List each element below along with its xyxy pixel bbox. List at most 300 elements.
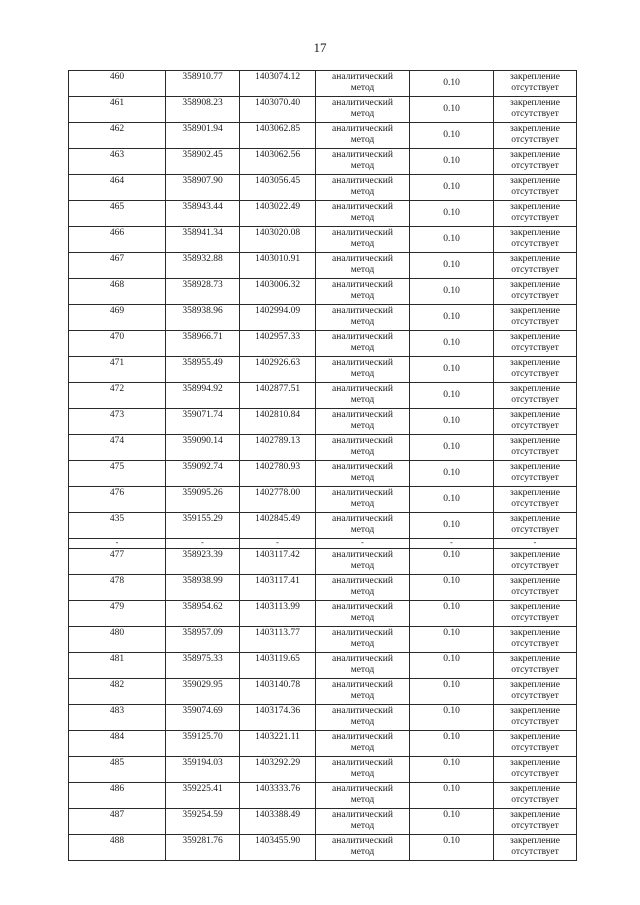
method-cell [316,461,410,487]
fixing-cell-line-1: закрепление [510,628,560,638]
fixing-cell-line-1: закрепление [510,358,560,368]
point-number-cell: 435 [69,513,166,539]
x-coordinate-cell: 358994.92 [166,383,240,409]
fixing-cell [494,575,577,601]
method-cell-line-1: аналитический [332,384,393,394]
y-coordinate-cell: 1403022.49 [240,201,316,227]
fixing-cell-line-1: закрепление [510,514,560,524]
point-number-cell: 461 [69,97,166,123]
x-coordinate-cell: 359092.74 [166,461,240,487]
dash-cell: - [494,539,577,549]
fixing-cell [494,783,577,809]
method-cell-line-2: метод [350,291,375,301]
method-cell-line-2: метод [350,525,375,535]
point-number-cell: 469 [69,305,166,331]
fixing-cell [494,679,577,705]
fixing-cell-line-1: закрепление [510,202,560,212]
method-cell-line-1: аналитический [332,602,393,612]
method-cell-line-1: аналитический [332,784,393,794]
x-coordinate-cell: 359071.74 [166,409,240,435]
method-cell-line-1: аналитический [332,550,393,560]
y-coordinate-cell: 1402778.00 [240,487,316,513]
fixing-cell-line-1: закрепление [510,488,560,498]
method-cell-line-1: аналитический [332,488,393,498]
fixing-cell-line-1: закрепление [510,306,560,316]
x-coordinate-cell: 358908.23 [166,97,240,123]
method-cell-line-1: аналитический [332,254,393,264]
fixing-cell [494,357,577,383]
x-coordinate-cell: 358901.94 [166,123,240,149]
point-number-cell: 477 [69,549,166,575]
fixing-cell-line-2: отсутствует [511,613,559,623]
method-cell-line-2: метод [350,395,375,405]
fixing-cell-line-2: отсутствует [511,83,559,93]
method-cell-line-1: аналитический [332,280,393,290]
y-coordinate-cell: 1402994.09 [240,305,316,331]
table-row [69,461,577,487]
accuracy-cell: 0.10 [410,549,494,575]
y-coordinate-cell: 1403113.99 [240,601,316,627]
table-row [69,575,577,601]
table-row [69,71,577,97]
fixing-cell-line-1: закрепление [510,462,560,472]
y-coordinate-cell: 1403056.45 [240,175,316,201]
fixing-cell-line-2: отсутствует [511,639,559,649]
fixing-cell-line-2: отсутствует [511,525,559,535]
table-row [69,731,577,757]
accuracy-cell: 0.10 [410,227,494,253]
table-row [69,175,577,201]
accuracy-cell: 0.10 [410,71,494,97]
fixing-cell-line-2: отсутствует [511,447,559,457]
method-cell-line-1: аналитический [332,332,393,342]
accuracy-cell: 0.10 [410,731,494,757]
table-row [69,679,577,705]
fixing-cell [494,549,577,575]
page-number: 17 [313,40,327,55]
fixing-cell-line-2: отсутствует [511,821,559,831]
method-cell-line-1: аналитический [332,576,393,586]
fixing-cell-line-2: отсутствует [511,691,559,701]
method-cell-line-2: метод [350,639,375,649]
method-cell-line-1: аналитический [332,836,393,846]
method-cell-line-2: метод [350,499,375,509]
fixing-cell-line-2: отсутствует [511,317,559,327]
point-number-cell: 478 [69,575,166,601]
point-number-cell: 485 [69,757,166,783]
fixing-cell-line-1: закрепление [510,576,560,586]
x-coordinate-cell: 359194.03 [166,757,240,783]
accuracy-cell: 0.10 [410,601,494,627]
y-coordinate-cell: 1402780.93 [240,461,316,487]
y-coordinate-cell: 1403010.91 [240,253,316,279]
accuracy-cell: 0.10 [410,409,494,435]
fixing-cell-line-1: закрепление [510,124,560,134]
fixing-cell-line-2: отсутствует [511,395,559,405]
method-cell [316,175,410,201]
x-coordinate-cell: 359029.95 [166,679,240,705]
x-coordinate-cell: 359254.59 [166,809,240,835]
method-cell-line-2: метод [350,473,375,483]
x-coordinate-cell: 359155.29 [166,513,240,539]
fixing-cell-line-1: закрепление [510,280,560,290]
table-row [69,487,577,513]
method-cell [316,705,410,731]
method-cell-line-1: аналитический [332,514,393,524]
method-cell-line-2: метод [350,109,375,119]
x-coordinate-cell: 358932.88 [166,253,240,279]
fixing-cell [494,705,577,731]
x-coordinate-cell: 359225.41 [166,783,240,809]
fixing-cell-line-1: закрепление [510,550,560,560]
fixing-cell-line-1: закрепление [510,706,560,716]
method-cell [316,549,410,575]
fixing-cell-line-1: закрепление [510,680,560,690]
fixing-cell [494,71,577,97]
accuracy-cell: 0.10 [410,809,494,835]
method-cell-line-1: аналитический [332,98,393,108]
x-coordinate-cell: 358923.39 [166,549,240,575]
accuracy-cell: 0.10 [410,679,494,705]
point-number-cell: 482 [69,679,166,705]
fixing-cell [494,279,577,305]
y-coordinate-cell: 1403062.56 [240,149,316,175]
y-coordinate-cell: 1403174.36 [240,705,316,731]
method-cell-line-2: метод [350,743,375,753]
accuracy-cell: 0.10 [410,305,494,331]
fixing-cell-line-1: закрепление [510,836,560,846]
fixing-cell [494,653,577,679]
method-cell [316,357,410,383]
y-coordinate-cell: 1403113.77 [240,627,316,653]
table-row [69,123,577,149]
accuracy-cell: 0.10 [410,835,494,861]
accuracy-cell: 0.10 [410,487,494,513]
table-row [69,201,577,227]
fixing-cell [494,601,577,627]
method-cell [316,71,410,97]
x-coordinate-cell: 358902.45 [166,149,240,175]
method-cell-line-2: метод [350,369,375,379]
point-number-cell: 465 [69,201,166,227]
fixing-cell [494,383,577,409]
method-cell-line-2: метод [350,213,375,223]
fixing-cell [494,149,577,175]
table-row [69,279,577,305]
method-cell-line-1: аналитический [332,680,393,690]
method-cell [316,331,410,357]
coordinates-table [68,70,577,861]
fixing-cell [494,461,577,487]
method-cell-line-2: метод [350,665,375,675]
fixing-cell-line-2: отсутствует [511,473,559,483]
table-row [69,783,577,809]
table-row [69,653,577,679]
fixing-cell-line-2: отсутствует [511,161,559,171]
x-coordinate-cell: 359090.14 [166,435,240,461]
method-cell-line-2: метод [350,769,375,779]
fixing-cell-line-2: отсутствует [511,291,559,301]
fixing-cell-line-1: закрепление [510,654,560,664]
method-cell-line-2: метод [350,265,375,275]
point-number-cell: 470 [69,331,166,357]
y-coordinate-cell: 1403117.41 [240,575,316,601]
accuracy-cell: 0.10 [410,149,494,175]
x-coordinate-cell: 359074.69 [166,705,240,731]
method-cell-line-2: метод [350,587,375,597]
method-cell-line-2: метод [350,717,375,727]
fixing-cell [494,123,577,149]
table-row [69,705,577,731]
point-number-cell: 473 [69,409,166,435]
accuracy-cell: 0.10 [410,331,494,357]
accuracy-cell: 0.10 [410,123,494,149]
method-cell [316,783,410,809]
method-cell [316,627,410,653]
table-row [69,305,577,331]
dash-cell: - [316,539,410,549]
method-cell [316,149,410,175]
method-cell-line-1: аналитический [332,176,393,186]
fixing-cell-line-2: отсутствует [511,135,559,145]
accuracy-cell: 0.10 [410,653,494,679]
method-cell-line-1: аналитический [332,202,393,212]
method-cell [316,435,410,461]
fixing-cell-line-1: закрепление [510,436,560,446]
method-cell-line-1: аналитический [332,410,393,420]
fixing-cell-line-2: отсутствует [511,795,559,805]
fixing-cell-line-1: закрепление [510,732,560,742]
method-cell-line-1: аналитический [332,628,393,638]
x-coordinate-cell: 358955.49 [166,357,240,383]
fixing-cell [494,253,577,279]
fixing-cell [494,487,577,513]
y-coordinate-cell: 1403119.65 [240,653,316,679]
accuracy-cell: 0.10 [410,97,494,123]
method-cell [316,575,410,601]
table-row [69,809,577,835]
accuracy-cell: 0.10 [410,461,494,487]
x-coordinate-cell: 359095.26 [166,487,240,513]
fixing-cell-line-2: отсутствует [511,561,559,571]
fixing-cell-line-1: закрепление [510,254,560,264]
method-cell [316,201,410,227]
point-number-cell: 479 [69,601,166,627]
method-cell [316,653,410,679]
fixing-cell-line-1: закрепление [510,332,560,342]
table-row [69,549,577,575]
point-number-cell: 472 [69,383,166,409]
method-cell-line-2: метод [350,161,375,171]
dash-cell: - [166,539,240,549]
point-number-cell: 484 [69,731,166,757]
fixing-cell [494,435,577,461]
y-coordinate-cell: 1402845.49 [240,513,316,539]
method-cell-line-2: метод [350,317,375,327]
accuracy-cell: 0.10 [410,435,494,461]
table-row [69,357,577,383]
fixing-cell-line-1: закрепление [510,758,560,768]
x-coordinate-cell: 358957.09 [166,627,240,653]
fixing-cell [494,305,577,331]
y-coordinate-cell: 1403006.32 [240,279,316,305]
method-cell-line-2: метод [350,613,375,623]
method-cell-line-1: аналитический [332,228,393,238]
x-coordinate-cell: 358928.73 [166,279,240,305]
accuracy-cell: 0.10 [410,783,494,809]
y-coordinate-cell: 1403117.42 [240,549,316,575]
y-coordinate-cell: 1403333.76 [240,783,316,809]
method-cell [316,97,410,123]
method-cell [316,601,410,627]
table-row [69,227,577,253]
method-cell-line-1: аналитический [332,654,393,664]
fixing-cell-line-1: закрепление [510,228,560,238]
fixing-cell [494,227,577,253]
method-cell-line-1: аналитический [332,462,393,472]
method-cell-line-1: аналитический [332,436,393,446]
method-cell-line-2: метод [350,187,375,197]
fixing-cell-line-1: закрепление [510,98,560,108]
accuracy-cell: 0.10 [410,175,494,201]
accuracy-cell: 0.10 [410,383,494,409]
x-coordinate-cell: 359125.70 [166,731,240,757]
y-coordinate-cell: 1403221.11 [240,731,316,757]
fixing-cell-line-2: отсутствует [511,213,559,223]
fixing-cell-line-1: закрепление [510,72,560,82]
fixing-cell [494,731,577,757]
x-coordinate-cell: 358941.34 [166,227,240,253]
fixing-cell-line-2: отсутствует [511,665,559,675]
method-cell [316,809,410,835]
method-cell [316,835,410,861]
method-cell-line-2: метод [350,561,375,571]
method-cell [316,383,410,409]
table-row [69,601,577,627]
fixing-cell [494,97,577,123]
point-number-cell: 460 [69,71,166,97]
method-cell-line-1: аналитический [332,706,393,716]
y-coordinate-cell: 1403070.40 [240,97,316,123]
table-row [69,331,577,357]
method-cell [316,731,410,757]
accuracy-cell: 0.10 [410,357,494,383]
method-cell-line-1: аналитический [332,358,393,368]
point-number-cell: 475 [69,461,166,487]
y-coordinate-cell: 1403020.08 [240,227,316,253]
dash-cell: - [410,539,494,549]
x-coordinate-cell: 358954.62 [166,601,240,627]
table-row [69,513,577,539]
accuracy-cell: 0.10 [410,253,494,279]
fixing-cell-line-1: закрепление [510,384,560,394]
x-coordinate-cell: 358966.71 [166,331,240,357]
table-row [69,97,577,123]
y-coordinate-cell: 1402926.63 [240,357,316,383]
fixing-cell [494,835,577,861]
table-row [69,149,577,175]
table-row [69,757,577,783]
method-cell-line-2: метод [350,239,375,249]
table-body [69,71,577,861]
table-row [69,383,577,409]
point-number-cell: 463 [69,149,166,175]
fixing-cell-line-2: отсутствует [511,421,559,431]
point-number-cell: 466 [69,227,166,253]
separator-row [69,539,577,549]
x-coordinate-cell: 358975.33 [166,653,240,679]
accuracy-cell: 0.10 [410,279,494,305]
method-cell [316,513,410,539]
dash-cell: - [240,539,316,549]
method-cell-line-2: метод [350,447,375,457]
method-cell-line-1: аналитический [332,810,393,820]
point-number-cell: 471 [69,357,166,383]
fixing-cell-line-1: закрепление [510,176,560,186]
x-coordinate-cell: 358943.44 [166,201,240,227]
fixing-cell-line-1: закрепление [510,602,560,612]
accuracy-cell: 0.10 [410,757,494,783]
fixing-cell-line-2: отсутствует [511,109,559,119]
method-cell-line-2: метод [350,847,375,857]
x-coordinate-cell: 358910.77 [166,71,240,97]
x-coordinate-cell: 359281.76 [166,835,240,861]
point-number-cell: 468 [69,279,166,305]
point-number-cell: 467 [69,253,166,279]
method-cell [316,253,410,279]
method-cell-line-1: аналитический [332,732,393,742]
fixing-cell [494,331,577,357]
table-row [69,253,577,279]
method-cell [316,123,410,149]
point-number-cell: 462 [69,123,166,149]
y-coordinate-cell: 1402877.51 [240,383,316,409]
point-number-cell: 487 [69,809,166,835]
point-number-cell: 488 [69,835,166,861]
method-cell [316,279,410,305]
method-cell [316,679,410,705]
method-cell-line-2: метод [350,83,375,93]
point-number-cell: 474 [69,435,166,461]
fixing-cell-line-1: закрепление [510,150,560,160]
x-coordinate-cell: 358907.90 [166,175,240,201]
method-cell-line-1: аналитический [332,758,393,768]
table-row [69,835,577,861]
x-coordinate-cell: 358938.99 [166,575,240,601]
fixing-cell-line-1: закрепление [510,810,560,820]
method-cell [316,227,410,253]
point-number-cell: 464 [69,175,166,201]
method-cell-line-1: аналитический [332,306,393,316]
fixing-cell [494,175,577,201]
table-row [69,409,577,435]
fixing-cell-line-2: отсутствует [511,847,559,857]
fixing-cell [494,809,577,835]
accuracy-cell: 0.10 [410,513,494,539]
fixing-cell-line-2: отсутствует [511,187,559,197]
method-cell-line-1: аналитический [332,72,393,82]
accuracy-cell: 0.10 [410,705,494,731]
fixing-cell [494,409,577,435]
fixing-cell-line-2: отсутствует [511,343,559,353]
table-row [69,627,577,653]
method-cell-line-2: метод [350,135,375,145]
y-coordinate-cell: 1403140.78 [240,679,316,705]
accuracy-cell: 0.10 [410,575,494,601]
accuracy-cell: 0.10 [410,627,494,653]
fixing-cell-line-1: закрепление [510,784,560,794]
fixing-cell-line-1: закрепление [510,410,560,420]
